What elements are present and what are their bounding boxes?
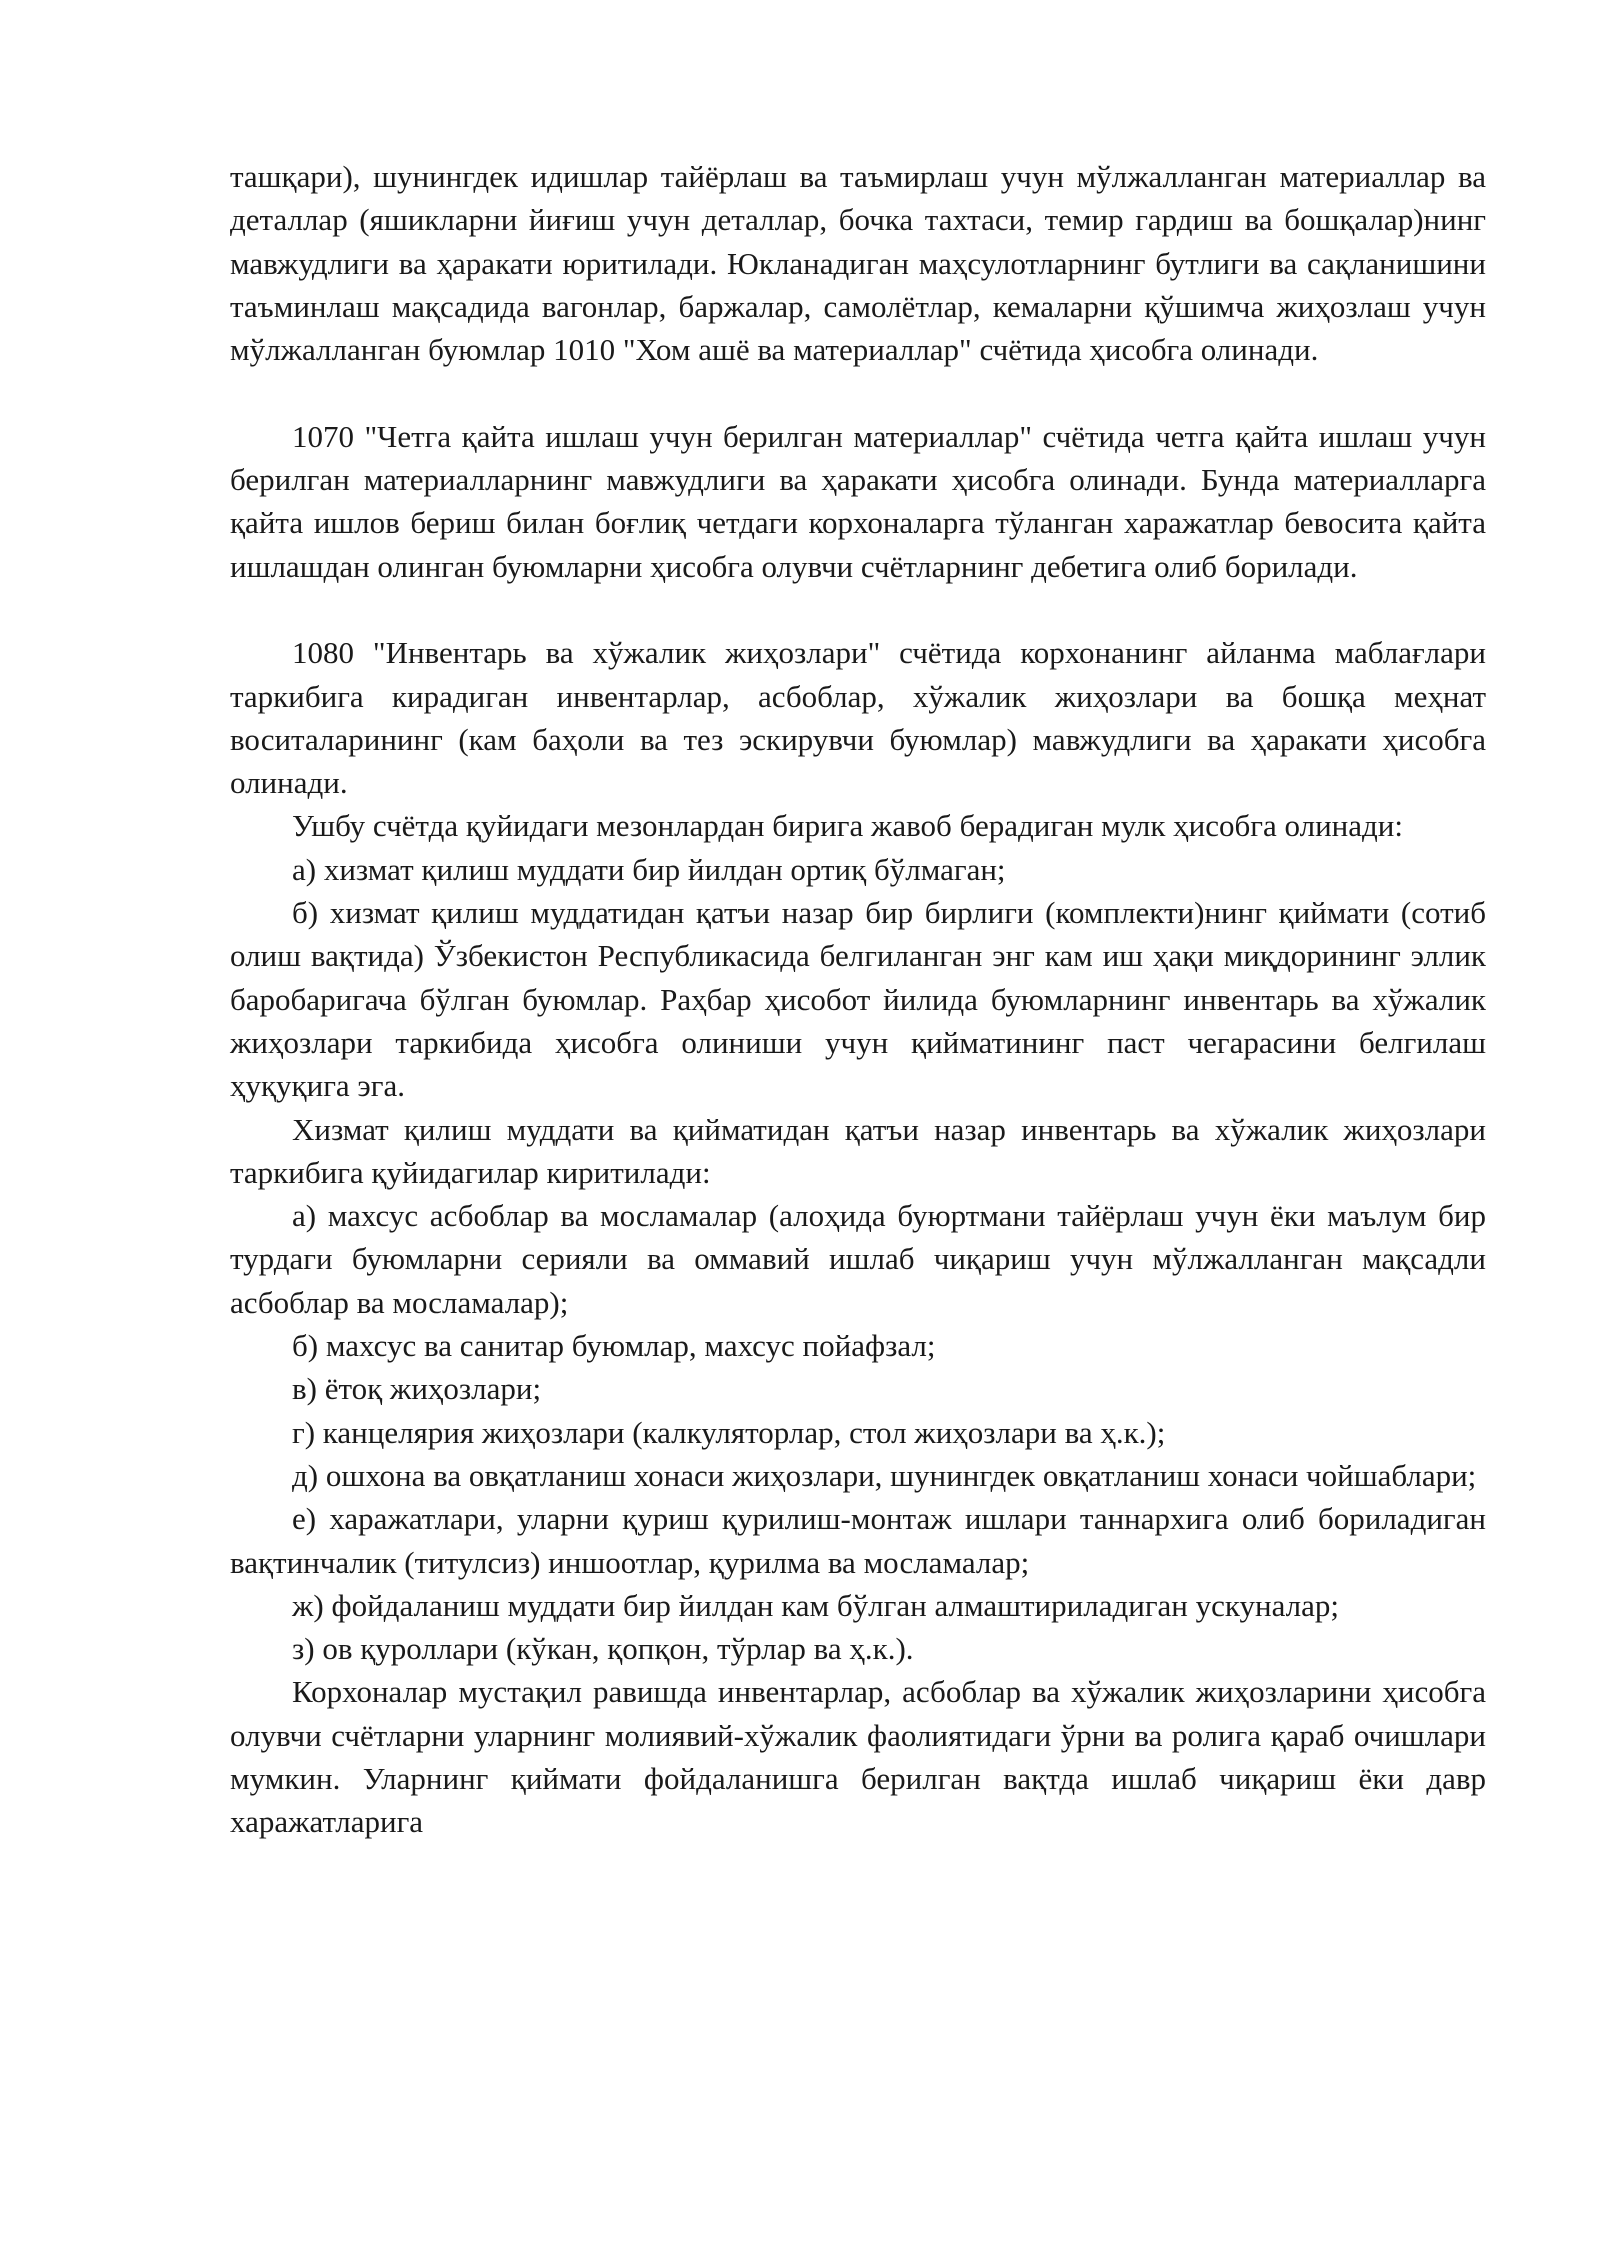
list-item-included-zh: ж) фойдаланиш муддати бир йилдан кам бўлган алмаштириладиган ускуналар; — [292, 1587, 1339, 1623]
paragraph-enterprises: Корхоналар мустақил равишда инвентарлар, асбоблар ва хўжалик жиҳозларини ҳисобга олувчи счётларни уларнинг молиявий-хўжалик фаолиятидаги ўрни ва ролига қараб очишлари мумкин. Уларнинг қиймати фойдаланишга берилган вақтда ишлаб чиқариш ёки давр харажатларига — [230, 1674, 1486, 1840]
list-item-included-z: з) ов қуроллари (кўкан, қопқон, тўрлар ва ҳ.к.). — [292, 1631, 914, 1667]
list-item-criteria-b: б) хизмат қилиш муддатидан қатъи назар бир бирлиги (комплекти)нинг қиймати (сотиб олиш вақтида) Ўзбекистон Республикасида белгиланган энг кам иш ҳақи миқдорининг эллик баробаригача бўлган буюмлар. Раҳбар ҳисобот йилида буюмларнинг инвентарь ва хўжалик жиҳозлари таркибида ҳисобга олиниши учун қийматининг паст чегарасини белгилаш ҳуқуқига эга. — [230, 895, 1486, 1104]
paragraph-included-intro: Хизмат қилиш муддати ва қийматидан қатъи назар инвентарь ва хўжалик жиҳозлари таркибига қуйидагилар киритилади: — [230, 1111, 1486, 1190]
paragraph-criteria-intro: Ушбу счётда қуйидаги мезонлардан бирига жавоб берадиган мулк ҳисобга олинади: — [292, 808, 1403, 844]
list-item-included-e: е) харажатлари, уларни қуриш қурилиш-монтаж ишлари таннархига олиб бориладиган вақтинчалик (титулсиз) иншоотлар, қурилма ва мосламалар; — [230, 1501, 1486, 1580]
list-item-included-v: в) ётоқ жиҳозлари; — [292, 1371, 542, 1407]
document-page — [230, 155, 1486, 1844]
paragraph-continuation: ташқари), шунингдек идишлар тайёрлаш ва таъмирлаш учун мўлжалланган материаллар ва деталлар (яшикларни йиғиш учун деталлар, бочка тахтаси, темир гардиш ва бошқалар)нинг мавжудлиги ва ҳаракати юритилади. Юкланадиган маҳсулотларнинг бутлиги ва сақланишини таъминлаш мақсадида вагонлар, баржалар, самолётлар, кемаларни қўшимча жиҳозлаш учун мўлжалланган буюмлар 1010 "Хом ашё ва материаллар" счётида ҳисобга олинади. — [230, 159, 1486, 368]
list-item-included-b: б) махсус ва санитар буюмлар, махсус пойафзал; — [292, 1328, 936, 1364]
list-item-included-g: г) канцелярия жиҳозлари (калкуляторлар, стол жиҳозлари ва ҳ.к.); — [292, 1414, 1166, 1450]
paragraph-account-1080: 1080 "Инвентарь ва хўжалик жиҳозлари" счётида корхонанинг айланма маблағлари таркибига кирадиган инвентарлар, асбоблар, хўжалик жиҳозлари ва бошқа меҳнат воситаларининг (кам баҳоли ва тез эскирувчи буюмлар) мавжудлиги ва ҳаракати ҳисобга олинади. — [230, 635, 1486, 801]
paragraph-account-1070: 1070 "Четга қайта ишлаш учун берилган материаллар" счётида четга қайта ишлаш учун берилган материалларнинг мавжудлиги ва ҳаракати ҳисобга олинади. Бунда материалларга қайта ишлов бериш билан боғлиқ четдаги корхоналарга тўланган харажатлар бевосита қайта ишлашдан олинган буюмларни ҳисобга олувчи счётларнинг дебетига олиб борилади. — [230, 418, 1486, 584]
list-item-included-d: д) ошхона ва овқатланиш хонаси жиҳозлари, шунингдек овқатланиш хонаси чойшаблари; — [292, 1457, 1477, 1493]
list-item-criteria-a: а) хизмат қилиш муддати бир йилдан ортиқ бўлмаган; — [292, 851, 1006, 887]
list-item-included-a: а) махсус асбоблар ва мосламалар (алоҳида буюртмани тайёрлаш учун ёки маълум бир турдаги буюмларни серияли ва оммавий ишлаб чиқариш учун мўлжалланган мақсадли асбоблар ва мосламалар); — [230, 1198, 1486, 1320]
